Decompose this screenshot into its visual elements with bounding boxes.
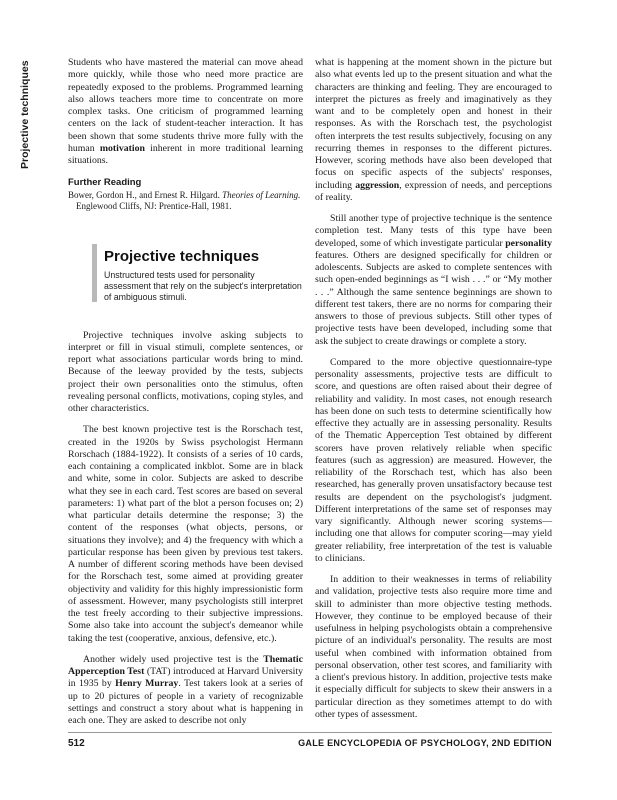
left-column [68, 57, 303, 727]
keyword-personality[interactable]: personality [505, 237, 552, 249]
further-reading-citation: Bower, Gordon H., and Ernest R. Hilgard. Theories of Learning. Englewood Cliffs, NJ: Prentice-Hall, 1981. [68, 189, 301, 211]
body-paragraph: In addition to their weaknesses in terms of reliability and validation, projective tests also require more time and skill to administer than more objective testing methods. However, they continue to be employed because of their usefulness in helping psychologists obtain a comprehensive picture of an individual's personality. The results are most useful when combined with information obtained from personal observation, other test scores, and familiarity with a client's previous history. In addition, projective tests make it especially difficult for subjects to skew their answers in a particular direction as they sometimes attempt to do with other types of assessment. [315, 574, 552, 720]
keyword-aggression[interactable]: aggression [355, 179, 400, 191]
entry-title: Projective techniques [104, 247, 260, 265]
keyword-motivation[interactable]: motivation [99, 142, 145, 154]
footer-divider [68, 732, 552, 733]
right-column [315, 57, 552, 721]
body-paragraph: Projective techniques involve asking subjects to interpret or fill in visual stimuli, complete sentences, or report what associations particular words bring to mind. Because of the leeway provided by the tests, subjects project their own personalities onto the stimulus, often revealing personal conflicts, motivations, coping styles, and other characteristics. [68, 329, 303, 414]
body-paragraph: what is happening at the moment shown in the picture but also what events led up to the present situation and what the characters are thinking and feeling. They are encouraged to interpret the pictures as freely and imaginatively as they want and to be completely open and honest in their responses. As with the Rorschach test, the psychologist often interprets the test results subjectively, focusing on any recurring themes in responses to the different pictures. However, scoring methods have also been developed that focus on specific aspects of the subjects' responses, including aggression, expression of needs, and perceptions of reality. [315, 57, 552, 203]
entry-definition: Unstructured tests used for personality assessment that rely on the subject's interpretation of ambiguous stimuli. [104, 269, 302, 302]
running-footer-title: GALE ENCYCLOPEDIA OF PSYCHOLOGY, 2ND EDITION [298, 738, 552, 748]
keyword-henry-murray[interactable]: Henry Murray [115, 678, 179, 690]
page-number: 512 [68, 738, 85, 749]
entry-header [92, 244, 303, 302]
further-reading-heading: Further Reading [68, 177, 142, 189]
intro-paragraph: Students who have mastered the material can move ahead more quickly, while those who need more practice are repeatedly exposed to the problems. Programmed learning also allows teachers more time to concentrate on more complex tasks. One criticism of programmed learning centers on the lack of student-teacher interaction. It has been shown that some students thrive more fully with the human motivation inherent in more traditional learning situations. [68, 57, 303, 166]
body-paragraph: Compared to the more objective questionnaire-type personality assessments, projective tests are difficult to score, and questions are often raised about their degree of reliability and validity. In most cases, not enough research has been done on such tests to determine scientifically how effective they actually are in assessing personality. Results of the Thematic Apperception Test obtained by different scorers have proven relatively reliable when specific features (such as aggression) are measured. However, the reliability of the Rorschach test, which has also been researched, has generally proven unsatisfactory because test results are dependent on the psychologist's judgment. Different interpretations of the same set of responses may vary significantly. Although newer scoring systems—including one that allows for computer scoring—may yield greater reliability, free interpretation of the test is valuable to clinicians. [315, 356, 552, 564]
body-paragraph: Another widely used projective test is the Thematic Apperception Test (TAT) introduced at Harvard University in 1935 by Henry Murray. Test takers look at a series of up to 20 pictures of people in a variety of recognizable settings and construct a story about what is happening in each one. They are asked to describe not only [68, 653, 304, 726]
body-paragraph: Still another type of projective technique is the sentence completion test. Many tests of this type have been developed, some of which investigate particular personality features. Others are designed specifically for children or adolescents. Subjects are asked to complete sentences with such open-ended beginnings as “I wish . . .” or “My mother . . .” Although the same sentence beginnings are shown to different test takers, there are no norms for comparing their answers to those of previous subjects. Still other types of projective tests have been developed, including some that ask the subject to create drawings or complete a story. [315, 213, 552, 347]
section-side-tab: Projective techniques [19, 60, 31, 169]
body-paragraph: The best known projective test is the Rorschach test, created in the 1920s by Swiss psychologist Hermann Rorschach (1884-1922). It consists of a series of 10 cards, each containing a complicated inkblot. Some are in black and white, some in color. Subjects are asked to describe what they see in each card. Test scores are based on several parameters: 1) what part of the blot a person focuses on; 2) what particular details determine the response; 3) the content of the responses (what objects, persons, or situations they involve); and 4) the frequency with which a particular response has been given by previous test takers. A number of different scoring methods have been devised for the Rorschach test, some aimed at providing greater objectivity and validity for this highly impressionistic form of assessment. However, many psychologists still interpret the test freely according to their subjective impressions. Some also take into account the subject's demeanor while taking the test (cooperative, anxious, defensive, etc.). [68, 424, 303, 644]
keyword-thematic-apperception-test[interactable]: Thematic Apperception Test [68, 653, 303, 677]
entry-accent-bar [92, 244, 97, 302]
